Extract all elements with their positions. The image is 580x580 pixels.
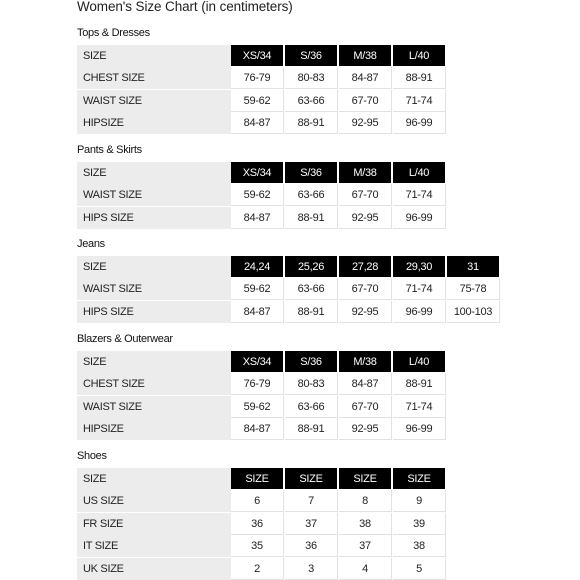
size-header-cell: SIZE [231,468,284,490]
table-cell: 6 [231,490,284,512]
table-cell: 75-78 [447,278,500,300]
table-cell: 63-66 [285,396,338,418]
row-label: UK SIZE [77,558,231,580]
size-header-cell: SIZE [393,468,446,490]
row-label: CHEST SIZE [77,373,231,395]
table-cell: 100-103 [447,301,500,323]
table-cell: 88-91 [393,67,446,89]
table-cell: 71-74 [393,396,446,418]
size-header-cell: S/36 [285,351,338,373]
table-cell: 59-62 [231,184,284,206]
page-title: Women's Size Chart (in centimeters) [77,0,293,14]
size-header-cell: L/40 [393,351,446,373]
table-cell: 92-95 [339,112,392,134]
row-label: FR SIZE [77,513,231,535]
row-label: HIPSIZE [77,418,231,440]
table-cell: 63-66 [285,184,338,206]
table-cell: 59-62 [231,278,284,300]
table-cell: 76-79 [231,373,284,395]
row-label: HIPS SIZE [77,207,231,229]
row-label: SIZE [77,45,231,67]
table-cell: 80-83 [285,373,338,395]
section-title: Blazers & Outerwear [77,333,173,345]
table-cell: 92-95 [339,207,392,229]
table-cell: 80-83 [285,67,338,89]
size-header-cell: XS/34 [231,351,284,373]
table-cell: 71-74 [393,278,446,300]
size-header-cell: 27,28 [339,256,392,278]
row-label: SIZE [77,162,231,184]
table-cell: 37 [339,535,392,557]
row-label: SIZE [77,351,231,373]
table-cell: 67-70 [339,278,392,300]
section-title: Shoes [77,450,107,462]
size-header-cell: XS/34 [231,45,284,67]
table-cell: 67-70 [339,90,392,112]
size-header-cell: 31 [447,256,500,278]
table-cell: 84-87 [231,207,284,229]
table-cell: 92-95 [339,418,392,440]
size-header-cell: SIZE [285,468,338,490]
size-header-cell: XS/34 [231,162,284,184]
table-cell: 4 [339,558,392,580]
table-cell: 96-99 [393,207,446,229]
size-header-cell: 25,26 [285,256,338,278]
row-label: SIZE [77,468,231,490]
table-cell: 88-91 [285,112,338,134]
table-cell: 59-62 [231,396,284,418]
row-label: US SIZE [77,490,231,512]
table-cell: 76-79 [231,67,284,89]
row-label: SIZE [77,256,231,278]
table-cell: 96-99 [393,418,446,440]
table-cell: 84-87 [339,373,392,395]
table-cell: 67-70 [339,184,392,206]
row-label: HIPSIZE [77,112,231,134]
section-title: Jeans [77,238,105,250]
size-header-cell: M/38 [339,351,392,373]
table-cell: 84-87 [339,67,392,89]
table-cell: 84-87 [231,418,284,440]
size-header-cell: M/38 [339,45,392,67]
table-cell: 3 [285,558,338,580]
table-cell: 63-66 [285,278,338,300]
table-cell: 88-91 [285,207,338,229]
row-label: WAIST SIZE [77,184,231,206]
table-cell: 63-66 [285,90,338,112]
table-cell: 35 [231,535,284,557]
size-header-cell: L/40 [393,162,446,184]
table-cell: 2 [231,558,284,580]
table-cell: 88-91 [285,418,338,440]
row-label: WAIST SIZE [77,278,231,300]
table-cell: 84-87 [231,112,284,134]
row-label: IT SIZE [77,535,231,557]
size-header-cell: S/36 [285,162,338,184]
table-cell: 96-99 [393,112,446,134]
table-cell: 5 [393,558,446,580]
size-header-cell: L/40 [393,45,446,67]
section-title: Tops & Dresses [77,27,150,39]
table-cell: 71-74 [393,90,446,112]
table-cell: 37 [285,513,338,535]
table-cell: 7 [285,490,338,512]
section-title: Pants & Skirts [77,144,142,156]
table-cell: 8 [339,490,392,512]
table-cell: 88-91 [393,373,446,395]
row-label: WAIST SIZE [77,396,231,418]
table-cell: 96-99 [393,301,446,323]
row-label: HIPS SIZE [77,301,231,323]
size-header-cell: SIZE [339,468,392,490]
size-header-cell: 24,24 [231,256,284,278]
table-cell: 88-91 [285,301,338,323]
table-cell: 59-62 [231,90,284,112]
row-label: CHEST SIZE [77,67,231,89]
table-cell: 36 [231,513,284,535]
size-header-cell: M/38 [339,162,392,184]
table-cell: 38 [339,513,392,535]
table-cell: 9 [393,490,446,512]
table-cell: 84-87 [231,301,284,323]
size-header-cell: S/36 [285,45,338,67]
size-header-cell: 29,30 [393,256,446,278]
table-cell: 39 [393,513,446,535]
row-label: WAIST SIZE [77,90,231,112]
table-cell: 36 [285,535,338,557]
table-cell: 67-70 [339,396,392,418]
table-cell: 38 [393,535,446,557]
table-cell: 71-74 [393,184,446,206]
table-cell: 92-95 [339,301,392,323]
